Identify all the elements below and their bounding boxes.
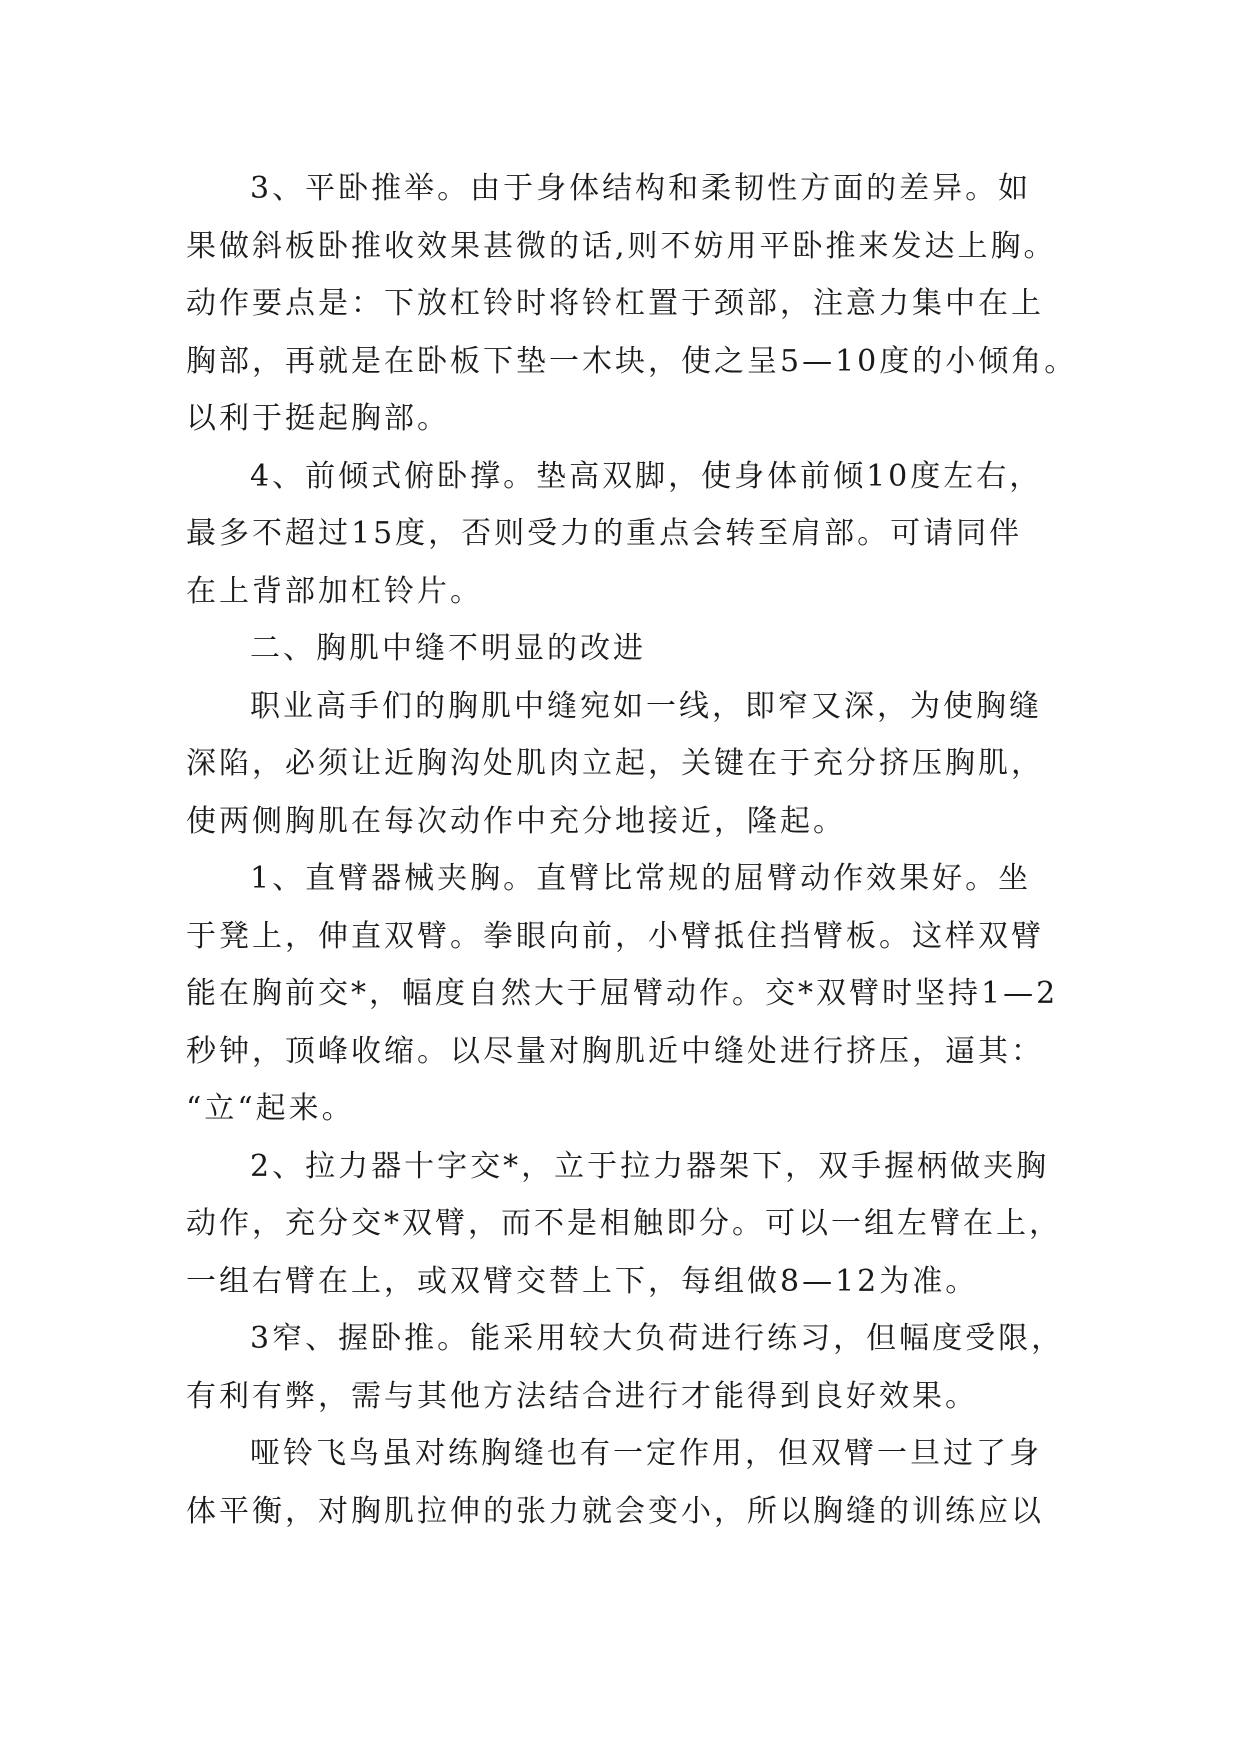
paragraph-line: 职业高手们的胸肌中缝宛如一线，即窄又深，为使胸缝 xyxy=(250,688,1042,724)
paragraph-line: 1、直臂器械夹胸。直臂比常规的屈臂动作效果好。坐 xyxy=(250,861,1032,896)
paragraph-line: “立“起来。 xyxy=(186,1091,355,1126)
paragraph-line: 最多不超过15度，否则受力的重点会转至肩部。可请同伴 xyxy=(186,516,1023,551)
paragraph-line: 2、拉力器十字交*，立于拉力器架下，双手握柄做夹胸 xyxy=(250,1148,1050,1184)
paragraph-line: 在上背部加杠铃片。 xyxy=(186,573,483,609)
document-body xyxy=(186,160,1086,1540)
paragraph-line: 胸部，再就是在卧板下垫一木块，使之呈5—10度的小倾角。 xyxy=(186,343,1078,379)
paragraph-line: 4、前倾式俯卧撑。垫高双脚，使身体前倾10度左右， xyxy=(250,458,1043,494)
paragraph-line: 于凳上，伸直双臂。拳眼向前，小臂抵住挡臂板。这样双臂 xyxy=(186,918,1044,954)
paragraph-line: 体平衡，对胸肌拉伸的张力就会变小，所以胸缝的训练应以 xyxy=(186,1493,1044,1529)
paragraph-line: 哑铃飞鸟虽对练胸缝也有一定作用，但双臂一旦过了身 xyxy=(250,1436,1042,1471)
paragraph-line: 有利有弊，需与其他方法结合进行才能得到良好效果。 xyxy=(186,1378,978,1414)
paragraph-line: 动作要点是：下放杠铃时将铃杠置于颈部，注意力集中在上 xyxy=(186,286,1044,321)
paragraph-line: 以利于挺起胸部。 xyxy=(186,401,450,436)
paragraph-line: 果做斜板卧推收效果甚微的话,则不妨用平卧推来发达上胸。 xyxy=(186,228,1057,264)
section-heading: 二、胸肌中缝不明显的改进 xyxy=(250,631,646,666)
paragraph-line: 3窄、握卧推。能采用较大负荷进行练习，但幅度受限， xyxy=(250,1321,1065,1356)
paragraph-line: 深陷，必须让近胸沟处肌肉立起，关键在于充分挤压胸肌， xyxy=(186,746,1044,781)
paragraph-line: 3、平卧推举。由于身体结构和柔韧性方面的差异。如 xyxy=(250,171,1032,206)
paragraph-line: 使两侧胸肌在每次动作中充分地接近，隆起。 xyxy=(186,803,846,839)
paragraph-line: 能在胸前交*，幅度自然大于屈臂动作。交*双臂时坚持1—2 xyxy=(186,976,1059,1011)
paragraph-line: 秒钟，顶峰收缩。以尽量对胸肌近中缝处进行挤压，逼其： xyxy=(186,1033,1044,1069)
paragraph-line: 动作，充分交*双臂，而不是相触即分。可以一组左臂在上， xyxy=(186,1206,1062,1241)
paragraph-line: 一组右臂在上，或双臂交替上下，每组做8—12为准。 xyxy=(186,1263,979,1299)
